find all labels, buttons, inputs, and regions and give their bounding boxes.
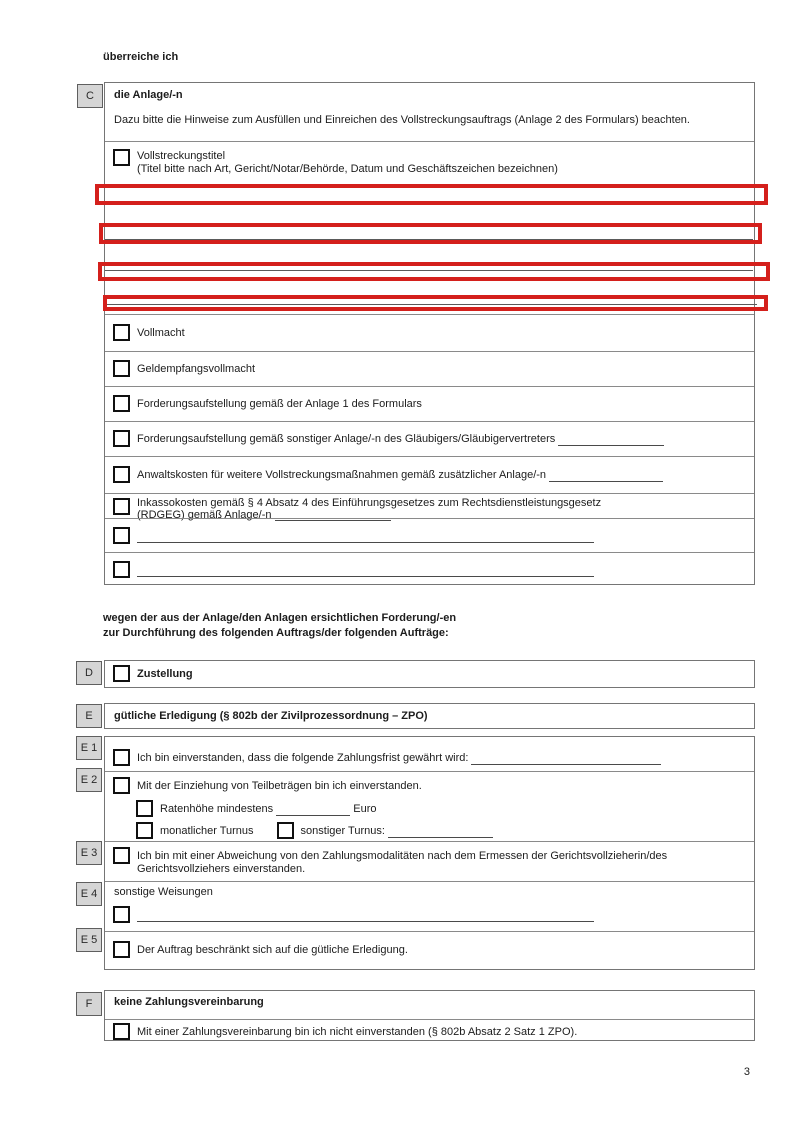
f-label: Mit einer Zahlungsvereinbarung bin ich nicht einverstanden (§ 802b Absatz 2 Satz 1 ZPO). bbox=[137, 1026, 578, 1038]
section-label-f: F bbox=[76, 992, 102, 1016]
checkbox-sonstiger-turnus[interactable] bbox=[277, 822, 294, 839]
forderungsaufstellung-anlage1-label: Forderungsaufstellung gemäß der Anlage 1 des Formulars bbox=[137, 398, 422, 410]
section-label-d: D bbox=[76, 661, 102, 685]
section-f-title: keine Zahlungsvereinbarung bbox=[114, 996, 264, 1008]
highlight-writein-line-4 bbox=[103, 295, 768, 311]
row-e1-zahlungsfrist bbox=[105, 737, 754, 771]
row-inkassokosten bbox=[105, 493, 754, 521]
geldempfangsvollmacht-label: Geldempfangsvollmacht bbox=[137, 363, 256, 375]
section-label-e2: E 2 bbox=[76, 768, 102, 792]
anwaltskosten-writein[interactable] bbox=[549, 470, 663, 482]
section-e-header-box bbox=[104, 703, 755, 729]
checkbox-teilbetraege[interactable] bbox=[113, 777, 130, 794]
row-vollmacht bbox=[105, 314, 754, 351]
checkbox-inkassokosten[interactable] bbox=[113, 498, 130, 515]
checkbox-anwaltskosten[interactable] bbox=[113, 466, 130, 483]
row-e2-teilbetraege bbox=[105, 771, 754, 841]
row-forderungsaufstellung-anlage1 bbox=[105, 386, 754, 421]
page-number: 3 bbox=[743, 1066, 750, 1078]
checkbox-geldempfangsvollmacht[interactable] bbox=[113, 360, 130, 377]
ratenhoehe-label: Ratenhöhe mindestens bbox=[160, 803, 274, 815]
sonstiger-turnus-label: sonstiger Turnus: bbox=[300, 825, 385, 837]
writein-line-4[interactable] bbox=[107, 304, 757, 305]
row-zustellung bbox=[105, 665, 754, 682]
e3-label: Ich bin mit einer Abweichung von den Zahlungsmodalitäten nach dem Ermessen der Gerichtsvollzieherin/des Gerichtsvollziehers einverstanden. bbox=[137, 850, 668, 875]
section-label-c: C bbox=[77, 84, 103, 108]
highlight-writein-line-1 bbox=[95, 184, 768, 205]
e4-writein[interactable] bbox=[137, 906, 594, 922]
e5-label: Der Auftrag beschränkt sich auf die gütliche Erledigung. bbox=[137, 944, 408, 956]
section-e-body-box bbox=[104, 736, 755, 970]
checkbox-beschraenkung[interactable] bbox=[113, 941, 130, 958]
checkbox-vollmacht[interactable] bbox=[113, 324, 130, 341]
checkbox-keine-zahlungsvereinbarung[interactable] bbox=[113, 1023, 130, 1040]
checkbox-monatlicher-turnus[interactable] bbox=[136, 822, 153, 839]
zustellung-label: Zustellung bbox=[137, 668, 193, 680]
writein-line-2[interactable] bbox=[105, 239, 753, 240]
row-e5-beschraenkung bbox=[105, 931, 754, 971]
ratenhoehe-unit: Euro bbox=[353, 803, 377, 815]
section-e-title: gütliche Erledigung (§ 802b der Zivilprozessordnung – ZPO) bbox=[114, 710, 428, 722]
section-label-e1: E 1 bbox=[76, 736, 102, 760]
checkbox-custom-attachment-1[interactable] bbox=[113, 527, 130, 544]
section-label-e: E bbox=[76, 704, 102, 728]
custom-attachment-1-writein[interactable] bbox=[137, 527, 594, 543]
inkassokosten-label-line2: (RDGEG) gemäß Anlage/-n bbox=[137, 509, 272, 521]
highlight-writein-line-2 bbox=[99, 223, 762, 244]
anwaltskosten-label: Anwaltskosten für weitere Vollstreckungsmaßnahmen gemäß zusätzlicher Anlage/-n bbox=[137, 469, 547, 481]
monatlicher-turnus-label: monatlicher Turnus bbox=[160, 825, 254, 837]
section-c-box bbox=[104, 82, 755, 585]
checkbox-forderungsaufstellung-anlage1[interactable] bbox=[113, 395, 130, 412]
row-anwaltskosten bbox=[105, 456, 754, 493]
sonstiger-turnus-writein[interactable] bbox=[388, 826, 493, 838]
forderungsaufstellung-sonstige-label: Forderungsaufstellung gemäß sonstiger Anlage/-n des Gläubigers/Gläubigervertreters bbox=[137, 433, 556, 445]
forderungsaufstellung-sonstige-writein[interactable] bbox=[558, 434, 664, 446]
ratenhoehe-writein[interactable] bbox=[276, 804, 350, 816]
row-e2-turnus bbox=[136, 822, 754, 839]
section-c-title: die Anlage/-n bbox=[114, 89, 183, 101]
row-e3-abweichung bbox=[105, 841, 754, 881]
e4-title: sonstige Weisungen bbox=[114, 886, 213, 898]
intro-label: überreiche ich bbox=[103, 51, 179, 63]
row-geldempfangsvollmacht bbox=[105, 351, 754, 386]
checkbox-custom-attachment-2[interactable] bbox=[113, 561, 130, 578]
middle-instruction bbox=[103, 611, 456, 641]
checkbox-forderungsaufstellung-sonstige[interactable] bbox=[113, 430, 130, 447]
row-keine-zahlungsvereinbarung bbox=[105, 1019, 754, 1042]
highlight-writein-line-3 bbox=[98, 262, 770, 281]
row-custom-attachment-1 bbox=[105, 518, 754, 552]
row-forderungsaufstellung-sonstige bbox=[105, 421, 754, 456]
checkbox-vollstreckungstitel[interactable] bbox=[113, 149, 130, 166]
middle-instruction-line2: zur Durchführung des folgenden Auftrags/der folgenden Aufträge: bbox=[103, 627, 449, 639]
row-e4-weisungen bbox=[105, 881, 754, 931]
e1-writein[interactable] bbox=[471, 753, 661, 765]
writein-line-3[interactable] bbox=[105, 270, 753, 271]
e1-label: Ich bin einverstanden, dass die folgende Zahlungsfrist gewährt wird: bbox=[137, 752, 469, 764]
section-d-box bbox=[104, 660, 755, 688]
custom-attachment-2-writein[interactable] bbox=[137, 561, 594, 577]
inkassokosten-label-line1: Inkassokosten gemäß § 4 Absatz 4 des Einführungsgesetzes zum Rechtsdienstleistungsgesetz bbox=[137, 497, 602, 509]
row-custom-attachment-2 bbox=[105, 552, 754, 586]
section-label-e4: E 4 bbox=[76, 882, 102, 906]
checkbox-ratenhoehe[interactable] bbox=[136, 800, 153, 817]
checkbox-sonstige-weisungen[interactable] bbox=[113, 906, 130, 923]
section-label-e3: E 3 bbox=[76, 841, 102, 865]
vollstreckungstitel-sublabel: (Titel bitte nach Art, Gericht/Notar/Behörde, Datum und Geschäftszeichen bezeichnen) bbox=[137, 163, 558, 175]
checkbox-abweichung[interactable] bbox=[113, 847, 130, 864]
checkbox-zustellung[interactable] bbox=[113, 665, 130, 682]
vollmacht-label: Vollmacht bbox=[137, 327, 185, 339]
section-c-note: Dazu bitte die Hinweise zum Ausfüllen und Einreichen des Vollstreckungsauftrags (Anlage 2 des Formulars) beachten. bbox=[114, 114, 690, 126]
section-label-e5: E 5 bbox=[76, 928, 102, 952]
middle-instruction-line1: wegen der aus der Anlage/den Anlagen ersichtlichen Forderung/-en bbox=[103, 612, 457, 624]
section-f-box bbox=[104, 990, 755, 1041]
checkbox-zahlungsfrist[interactable] bbox=[113, 749, 130, 766]
row-e2-ratenhoehe bbox=[136, 800, 754, 817]
e2-label: Mit der Einziehung von Teilbeträgen bin ich einverstanden. bbox=[137, 780, 422, 792]
vollstreckungstitel-label: Vollstreckungstitel bbox=[137, 150, 226, 162]
